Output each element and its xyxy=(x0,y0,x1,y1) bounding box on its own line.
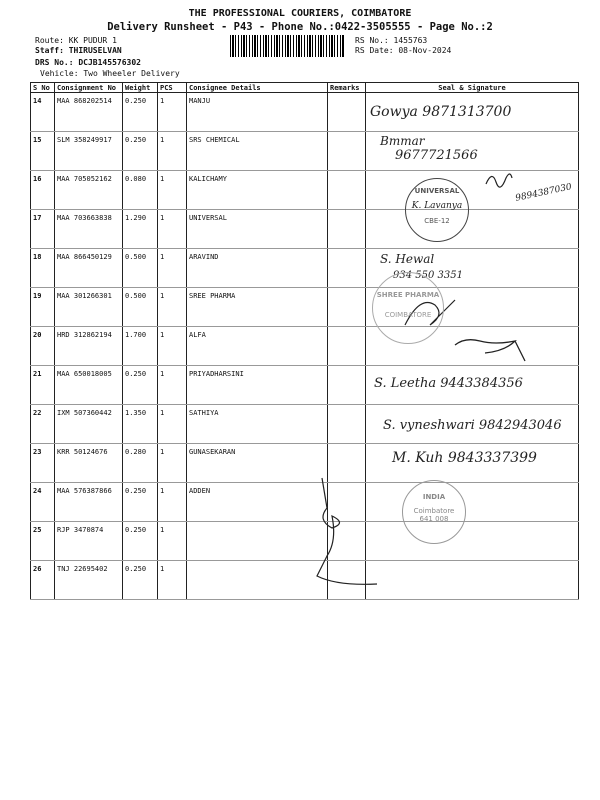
signature-scribble-24 xyxy=(317,478,377,584)
company-name: THE PROFESSIONAL COURIERS, COIMBATORE xyxy=(188,8,412,19)
signature-row-18-name: S. Hewal xyxy=(380,252,435,266)
signature-row-18-phone: 934 550 3351 xyxy=(393,270,463,281)
rs-number: RS No.: 1455763 xyxy=(355,36,428,45)
row-consignment: MAA 576387866 xyxy=(55,483,123,522)
signature-row-15-name: Bmmar xyxy=(380,134,425,148)
signature-row-21: S. Leetha 9443384356 xyxy=(374,376,523,391)
row-consignee: ARAVIND xyxy=(187,249,328,288)
col-consignee: Consignee Details xyxy=(187,83,328,93)
row-sno: 18 xyxy=(31,249,55,288)
sree-pharma-stamp-name: SHREE PHARMA xyxy=(376,291,440,299)
row-sno: 23 xyxy=(31,444,55,483)
row-consignee: GUNASEKARAN xyxy=(187,444,328,483)
runsheet-title: Delivery Runsheet - P43 - Phone No.:0422-3505555 - Page No.:2 xyxy=(107,21,493,33)
row-pcs: 1 xyxy=(158,561,187,600)
col-sno: S No xyxy=(31,83,55,93)
row-consignment: MAA 868202514 xyxy=(55,93,123,132)
row-weight: 0.080 xyxy=(123,171,158,210)
col-seal: Seal & Signature xyxy=(366,83,579,93)
route: Route: KK PUDUR 1 xyxy=(35,36,117,45)
row-pcs: 1 xyxy=(158,171,187,210)
vehicle: Vehicle: Two Wheeler Delivery xyxy=(40,69,180,78)
row-consignment: TNJ 22695402 xyxy=(55,561,123,600)
signature-row-16-phone: 9894387030 xyxy=(514,182,573,204)
row-weight: 0.250 xyxy=(123,483,158,522)
signature-row-23: M. Kuh 9843337399 xyxy=(392,450,537,466)
row-weight: 1.350 xyxy=(123,405,158,444)
row-sno: 24 xyxy=(31,483,55,522)
coimbatore-stamp-city: Coimbatore xyxy=(413,507,455,515)
row-sno: 16 xyxy=(31,171,55,210)
row-sno: 20 xyxy=(31,327,55,366)
row-consignee: PRIYADHARSINI xyxy=(187,366,328,405)
rs-date: RS Date: 08-Nov-2024 xyxy=(355,46,452,55)
row-sno: 26 xyxy=(31,561,55,600)
row-sno: 14 xyxy=(31,93,55,132)
universal-stamp-city: CBE-12 xyxy=(424,217,450,225)
col-weight: Weight xyxy=(123,83,158,93)
signature-scribble-16 xyxy=(486,174,512,187)
row-pcs: 1 xyxy=(158,93,187,132)
row-weight: 1.700 xyxy=(123,327,158,366)
row-consignee: MANJU xyxy=(187,93,328,132)
row-weight: 0.500 xyxy=(123,288,158,327)
col-remarks: Remarks xyxy=(328,83,366,93)
col-consignment: Consignment No xyxy=(55,83,123,93)
row-consignment: MAA 705052162 xyxy=(55,171,123,210)
coimbatore-stamp-name: INDIA xyxy=(422,493,446,501)
row-weight: 0.250 xyxy=(123,366,158,405)
row-consignee: UNIVERSAL xyxy=(187,210,328,249)
row-consignee: SREE PHARMA xyxy=(187,288,328,327)
row-consignment: MAA 301266301 xyxy=(55,288,123,327)
col-pcs: PCS xyxy=(158,83,187,93)
drs-number: DRS No.: DCJB145576302 xyxy=(35,58,141,67)
row-pcs: 1 xyxy=(158,327,187,366)
signature-row-14: Gowya 9871313700 xyxy=(370,104,512,120)
row-consignment: KRR 50124676 xyxy=(55,444,123,483)
row-sno: 15 xyxy=(31,132,55,171)
row-pcs: 1 xyxy=(158,522,187,561)
row-pcs: 1 xyxy=(158,249,187,288)
row-weight: 0.280 xyxy=(123,444,158,483)
coimbatore-stamp-pin: 641 008 xyxy=(419,515,449,523)
universal-stamp xyxy=(405,178,469,242)
row-consignee: SRS CHEMICAL xyxy=(187,132,328,171)
row-sno: 19 xyxy=(31,288,55,327)
row-pcs: 1 xyxy=(158,405,187,444)
row-consignment: MAA 866450129 xyxy=(55,249,123,288)
row-weight: 0.500 xyxy=(123,249,158,288)
row-pcs: 1 xyxy=(158,132,187,171)
row-pcs: 1 xyxy=(158,288,187,327)
row-consignment: MAA 703663838 xyxy=(55,210,123,249)
row-weight: 0.250 xyxy=(123,522,158,561)
row-consignment: IXM 507360442 xyxy=(55,405,123,444)
row-weight: 0.250 xyxy=(123,93,158,132)
staff: Staff: THIRUSELVAN xyxy=(35,46,122,55)
sree-pharma-stamp-city: COIMBATORE xyxy=(384,311,432,319)
signature-row-22: S. vyneshwari 9842943046 xyxy=(383,418,562,433)
sree-pharma-stamp xyxy=(372,272,444,344)
row-sno: 22 xyxy=(31,405,55,444)
row-weight: 0.250 xyxy=(123,132,158,171)
signature-row-15-phone: 9677721566 xyxy=(395,148,478,163)
row-weight: 0.250 xyxy=(123,561,158,600)
row-consignee: ALFA xyxy=(187,327,328,366)
signature-scribble-20 xyxy=(455,340,525,361)
row-consignee: KALICHAMY xyxy=(187,171,328,210)
universal-stamp-signature: K. Lavanya xyxy=(411,201,463,211)
coimbatore-stamp xyxy=(402,480,466,544)
row-sno: 17 xyxy=(31,210,55,249)
row-weight: 1.290 xyxy=(123,210,158,249)
row-pcs: 1 xyxy=(158,210,187,249)
row-pcs: 1 xyxy=(158,483,187,522)
row-sno: 21 xyxy=(31,366,55,405)
row-pcs: 1 xyxy=(158,444,187,483)
row-pcs: 1 xyxy=(158,366,187,405)
row-consignment: HRD 312862194 xyxy=(55,327,123,366)
row-sno: 25 xyxy=(31,522,55,561)
row-consignment: RJP 3470874 xyxy=(55,522,123,561)
row-consignee: ADDEN xyxy=(187,483,328,522)
universal-stamp-name: UNIVERSAL xyxy=(414,187,460,195)
row-consignee: SATHIYA xyxy=(187,405,328,444)
row-consignment: MAA 650018005 xyxy=(55,366,123,405)
row-consignment: SLM 358249917 xyxy=(55,132,123,171)
